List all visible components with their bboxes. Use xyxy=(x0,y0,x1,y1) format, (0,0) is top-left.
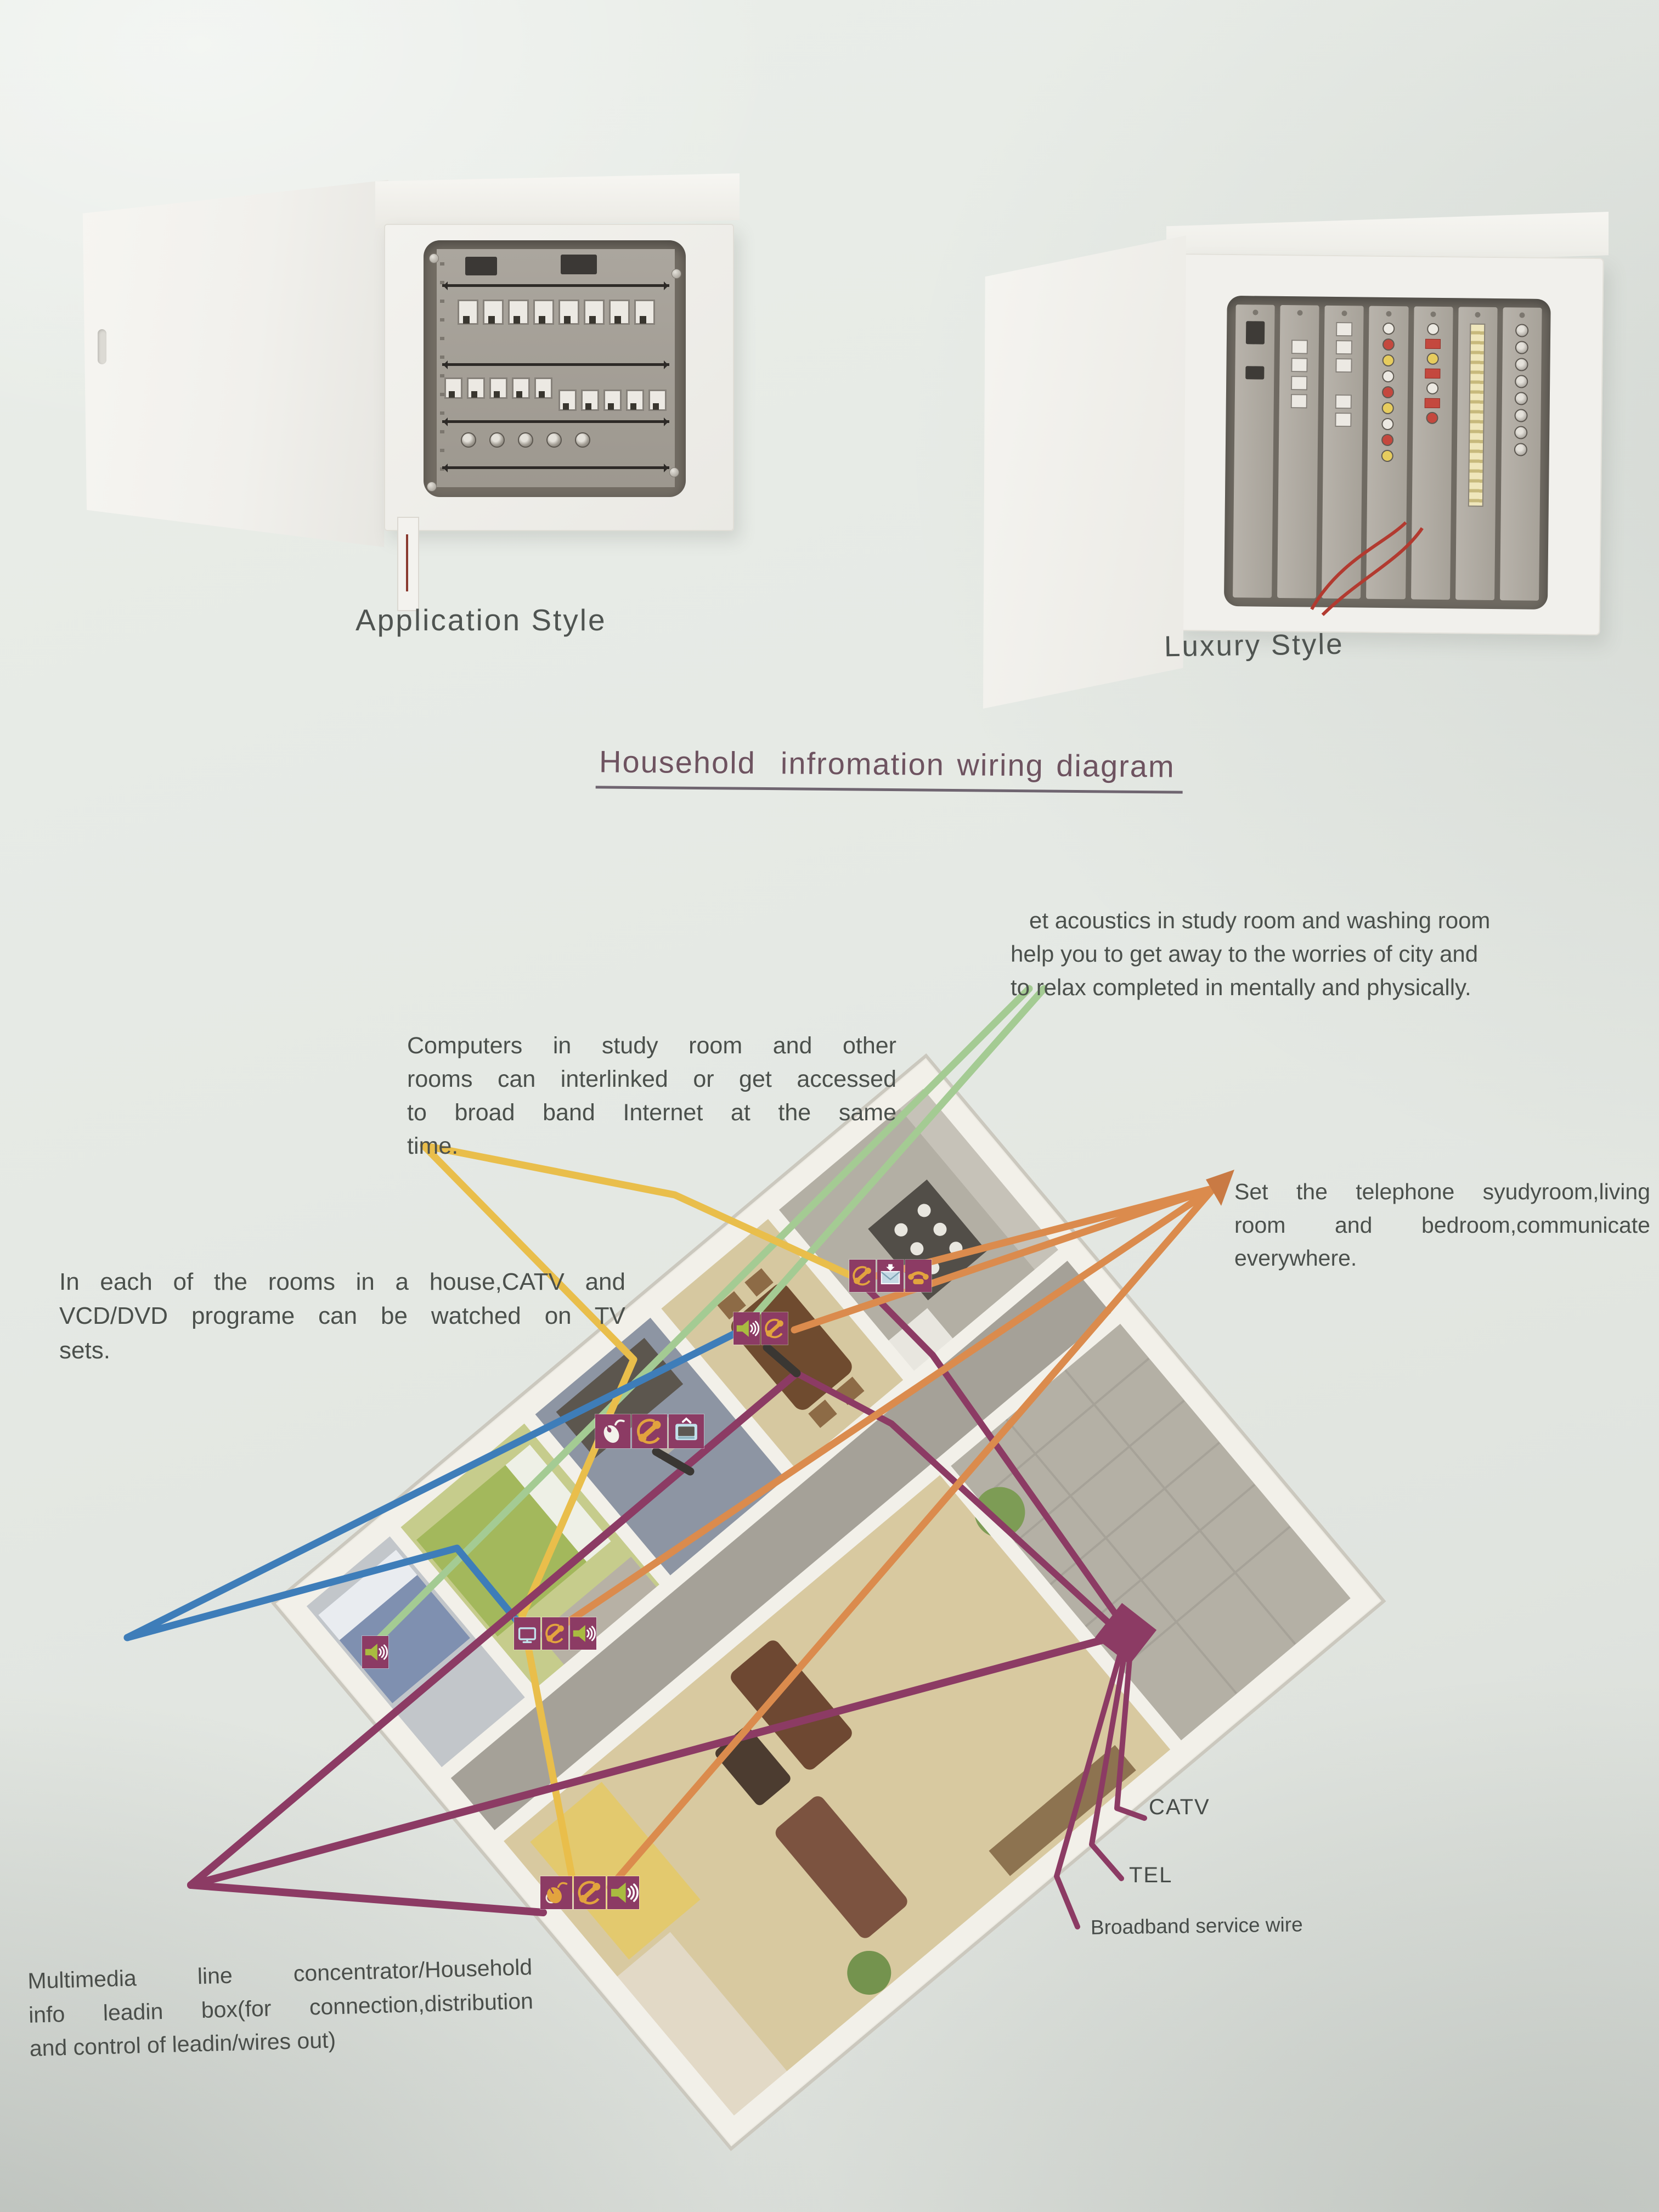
computer-mouse-icon xyxy=(595,1414,630,1448)
annotation-acoustics: et acoustics in study room and washing room help you to get away to the worries of city and to relax completed in mentally and physically. xyxy=(1011,907,1491,1000)
speaker-icon xyxy=(362,1636,388,1668)
annotation-telephone: Set the telephone syudyroom,living room and bedroom,communicate everywhere. xyxy=(1234,1179,1650,1271)
annotation-multimedia-box: Multimedia line concentrator/Household info leadin box(for connection,distribution and control of leadin/wires out) xyxy=(27,1954,534,2061)
broadband-label: Broadband service wire xyxy=(1090,1913,1303,1939)
annotation-catv-tv: In each of the rooms in a house,CATV and VCD/DVD programe can be watched on TV sets. xyxy=(59,1268,625,1364)
telephone-icon xyxy=(574,1876,606,1909)
telephone-icon xyxy=(761,1312,788,1345)
telephone-icon xyxy=(542,1617,568,1650)
computer-mouse-icon xyxy=(540,1876,572,1909)
tv-icon xyxy=(514,1617,540,1650)
application-style-label: Application Style xyxy=(356,603,607,637)
cluster-kitchen xyxy=(849,1260,932,1292)
telephone-icon xyxy=(632,1414,667,1448)
tv-icon xyxy=(669,1414,704,1448)
telephone-icon xyxy=(849,1260,876,1292)
luxury-style-label: Luxury Style xyxy=(1164,628,1345,663)
cluster-dining xyxy=(733,1312,788,1345)
speaker-icon xyxy=(607,1876,639,1909)
tel-label: TEL xyxy=(1129,1863,1173,1887)
cluster-washroom xyxy=(362,1636,388,1668)
speaker-icon xyxy=(733,1312,760,1345)
cluster-study xyxy=(595,1414,704,1448)
speaker-icon xyxy=(570,1617,596,1650)
annotation-computers: Computers in study room and other rooms can interlinked or get accessed to broad band Internet at the same time. xyxy=(407,1032,896,1160)
cluster-bedroom xyxy=(514,1617,596,1650)
fax-phone-icon xyxy=(905,1260,932,1292)
mail-icon xyxy=(877,1260,904,1292)
diagram-title: Household infromation wiring diagram xyxy=(596,743,1183,793)
cluster-living-room xyxy=(540,1876,639,1909)
catv-label: CATV xyxy=(1149,1795,1210,1819)
